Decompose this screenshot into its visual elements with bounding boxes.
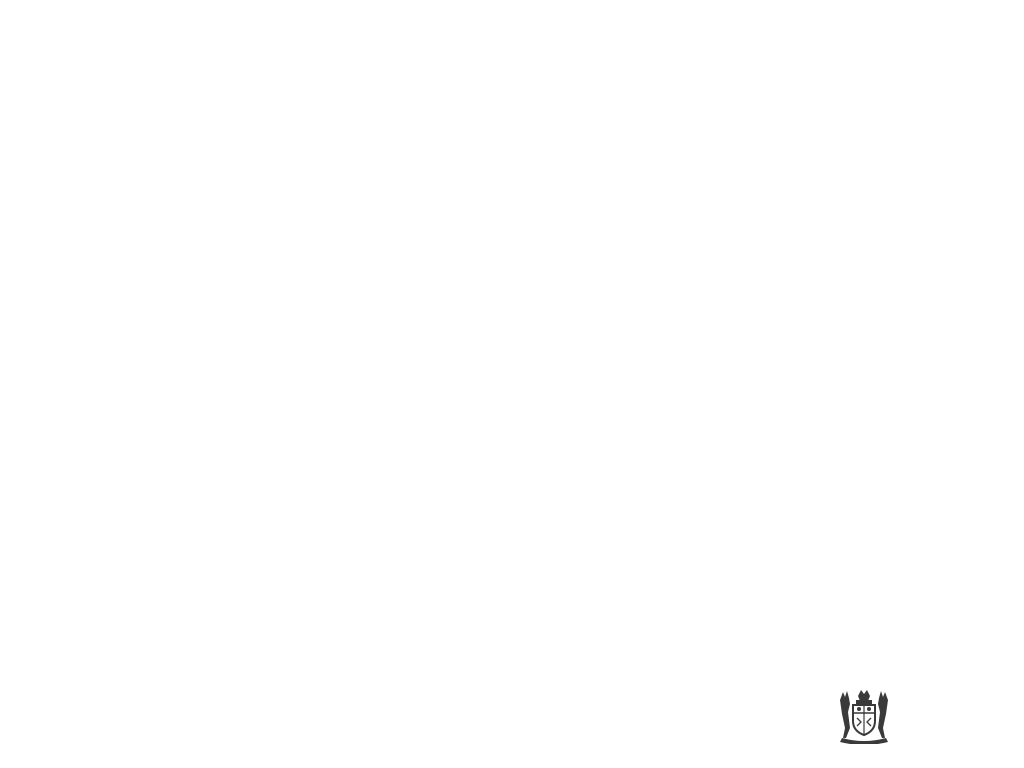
slide-body: [67, 171, 957, 237]
logo-city-council-label: [898, 717, 1000, 743]
nottingham-city-council-logo: [836, 686, 1000, 744]
nottingham-crest-icon: [836, 686, 892, 744]
logo-nottingham-label: [898, 691, 1000, 717]
section-spacer: [67, 175, 957, 233]
